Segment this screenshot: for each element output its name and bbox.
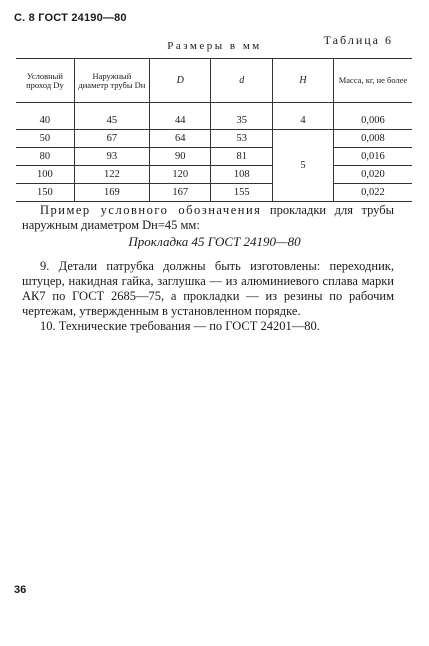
table-cell: 120 xyxy=(149,166,211,184)
table-row xyxy=(16,103,412,130)
table-cell: 90 xyxy=(149,148,211,166)
column-header: Наружный диаметр трубы Dн xyxy=(74,59,149,103)
table-row xyxy=(16,166,412,184)
column-header: D xyxy=(149,59,211,103)
table-cell: 53 xyxy=(211,130,273,148)
table-cell: 64 xyxy=(149,130,211,148)
table-cell: 100 xyxy=(16,166,74,184)
table-cell: 108 xyxy=(211,166,273,184)
table-row xyxy=(16,148,412,166)
table-cell: 150 xyxy=(16,184,74,202)
example-intro xyxy=(22,203,394,233)
table-cell: 45 xyxy=(74,103,149,130)
table-cell: 155 xyxy=(211,184,273,202)
table-cell: 44 xyxy=(149,103,211,130)
table-cell: 0,008 xyxy=(333,130,412,148)
sizes-caption: Размеры в мм xyxy=(167,40,262,52)
column-header: H xyxy=(272,59,333,103)
table-header-row xyxy=(16,59,412,103)
column-header: d xyxy=(211,59,273,103)
table-cell: 0,022 xyxy=(333,184,412,202)
page-header: С. 8 ГОСТ 24190—80 xyxy=(14,12,127,24)
table-cell: 122 xyxy=(74,166,149,184)
page-number: 36 xyxy=(14,584,27,596)
table-row xyxy=(16,130,412,148)
dimensions-table xyxy=(16,58,412,202)
table-cell: 67 xyxy=(74,130,149,148)
item-10: 10. Технические требования — по ГОСТ 24201—80. xyxy=(40,319,320,333)
table-cell: 50 xyxy=(16,130,74,148)
table-cell: 4 xyxy=(272,103,333,130)
example-designation: Прокладка 45 ГОСТ 24190—80 xyxy=(128,234,301,249)
table-label: Таблица 6 xyxy=(323,33,393,47)
table-row xyxy=(16,184,412,202)
table-cell: 35 xyxy=(211,103,273,130)
example-rest: прокладки для трубы наружным диаметром Dн=45 мм: xyxy=(22,203,395,232)
table-cell: 5 xyxy=(272,130,333,202)
column-header: Масса, кг, не более xyxy=(333,59,412,103)
column-header: Условный проход Dу xyxy=(16,59,74,103)
table-cell: 167 xyxy=(149,184,211,202)
table-cell: 0,006 xyxy=(333,103,412,130)
table-cell: 169 xyxy=(74,184,149,202)
table-cell: 80 xyxy=(16,148,74,166)
item-9: 9. Детали патрубка должны быть изготовлены: переходник, штуцер, накидная гайка, заглушка — из алюминиевого сплава марки АК7 по ГОСТ 2685—75, а прокладки — из резины по рабочим чертежам, утвержденным в установленном порядке. xyxy=(22,259,394,318)
example-lead: Пример условного обозначения xyxy=(40,203,262,217)
table-cell: 40 xyxy=(16,103,74,130)
table-cell: 81 xyxy=(211,148,273,166)
table-cell: 0,016 xyxy=(333,148,412,166)
table-cell: 93 xyxy=(74,148,149,166)
table-cell: 0,020 xyxy=(333,166,412,184)
